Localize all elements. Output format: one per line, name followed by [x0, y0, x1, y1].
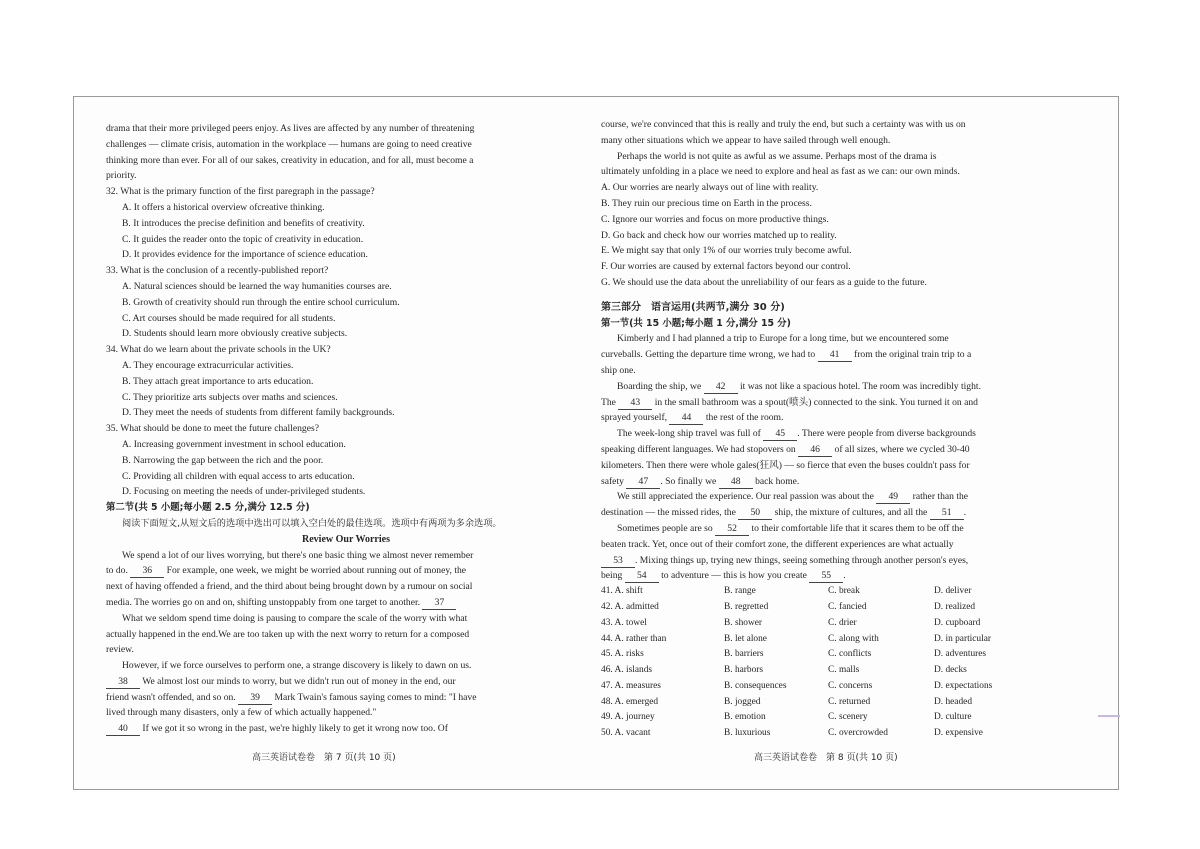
text-segment: ship, the mixture of cultures, and all the: [774, 507, 928, 519]
text-line: [601, 521, 1048, 537]
option: B. They ruin our precious time on Earth in the process.: [601, 197, 812, 209]
section-instructions: 阅读下面短文,从短文后的选项中选出可以填入空白处的最佳选项。选项中有两项为多余选项。: [122, 517, 502, 529]
choice: 45. A. risks: [601, 649, 644, 660]
text-segment: speaking different languages. We had stopovers on: [601, 443, 796, 455]
text-line: [601, 379, 1048, 395]
text-line: [601, 426, 1048, 442]
text-line: ultimately unfolding in a place we need to explore and heal as fast as we can: our own minds.: [601, 166, 960, 178]
choice: C. fancied: [828, 601, 867, 612]
text-line: lived through many disasters, only a few of which actually happened.": [106, 707, 377, 719]
blank-51: 51: [930, 507, 964, 520]
blank-46: 46: [798, 444, 832, 457]
text-segment: .: [963, 507, 967, 519]
text-segment: .: [843, 570, 846, 582]
text-segment: We still appreciated the experience. Our real passion was about the: [617, 491, 874, 503]
question-33: [106, 263, 586, 342]
choice: C. break: [828, 586, 860, 597]
option: C. It guides the reader onto the topic of creativity in education.: [122, 233, 364, 245]
text-line: [106, 690, 586, 706]
choice: D. decks: [934, 665, 967, 676]
blank-45: 45: [763, 428, 797, 441]
option: B. Narrowing the gap between the rich and the poor.: [122, 454, 324, 466]
option: D. Go back and check how our worries matched up to reality.: [601, 229, 837, 241]
choice: 42. A. admitted: [601, 601, 659, 612]
option: B. Growth of creativity should run through the entire school curriculum.: [122, 296, 400, 308]
choice: 44. A. rather than: [601, 633, 667, 644]
blank-38: 38: [106, 676, 140, 689]
question-stem: 32. What is the primary function of the first paregraph in the passage?: [106, 186, 375, 198]
blank-40: 40: [106, 723, 140, 736]
option: E. We might say that only 1% of our worries truly become awful.: [601, 245, 852, 257]
question-stem: 35. What should be done to meet the future challenges?: [106, 423, 319, 435]
text-line: challenges — climate crisis, automation in the workplace — humans are going to need creative: [106, 138, 472, 150]
text-segment: to adventure — this is how you create: [661, 570, 807, 582]
option: A. Natural sciences should be learned the way humanities courses are.: [122, 280, 392, 292]
text-segment: back home.: [755, 475, 800, 487]
choice: C. drier: [828, 617, 857, 628]
text-line: Perhaps the world is not quite as awful as we assume. Perhaps most of the drama is: [617, 150, 937, 162]
section-heading: 第二节(共 5 小题;每小题 2.5 分,满分 12.5 分): [106, 502, 310, 514]
option: A. Increasing government investment in school education.: [122, 438, 346, 450]
choice: D. expensive: [934, 728, 983, 739]
text-line: beaten track. Yet, once out of their comfort zone, the different experiences are what actually: [601, 538, 954, 550]
choice: C. malls: [828, 665, 860, 676]
blank-50: 50: [738, 507, 772, 520]
text-line: thinking more than ever. For all of our sakes, creativity in education, and for all, must become a: [106, 154, 474, 166]
blank-53: 53: [601, 555, 635, 568]
choice: B. barriers: [724, 649, 764, 660]
part3-heading: 第三部分 语言运用(共两节,满分 30 分): [601, 301, 785, 313]
blank-37: 37: [422, 597, 456, 610]
text-line: kilometers. Then there were whole gales(狂风) — so fierce that even the buses couldn't pass for: [601, 459, 970, 471]
blank-55: 55: [809, 570, 843, 583]
choice: C. concerns: [828, 680, 873, 691]
text-segment: If we got it so wrong in the past, we're highly likely to get it wrong now too. Of: [142, 723, 448, 735]
text-line: priority.: [106, 170, 137, 182]
text-line: [601, 410, 1048, 426]
exam-sheet: [73, 96, 1119, 790]
text-segment: in the small bathroom was a spout(喷头) connected to the sink. You turned it on and: [654, 396, 978, 408]
passage-title: Review Our Worries: [302, 533, 390, 545]
text-line: [106, 674, 586, 690]
option: C. Art courses should be made required for all students.: [122, 312, 336, 324]
text-segment: . There were people from diverse backgrounds: [797, 428, 976, 440]
blank-49: 49: [876, 491, 910, 504]
choice: D. headed: [934, 696, 973, 707]
cloze-choices: [601, 584, 1048, 742]
option: A. It offers a historical overview ofcreative thinking.: [122, 201, 325, 213]
option: D. Focusing on meeting the needs of under-privileged students.: [122, 486, 366, 498]
blank-44: 44: [669, 412, 703, 425]
choice: B. jogged: [724, 696, 761, 707]
choice: 43. A. towel: [601, 617, 647, 628]
choice: 48. A. emerged: [601, 696, 659, 707]
option: G. We should use the data about the unreliability of our fears as a guide to the future.: [601, 276, 927, 288]
choice: D. culture: [934, 712, 972, 723]
text-segment: destination — the missed rides, the: [601, 507, 736, 519]
choice: C. returned: [828, 696, 871, 707]
question-stem: 34. What do we learn about the private schools in the UK?: [106, 344, 331, 356]
choice: C. overcrowded: [828, 728, 888, 739]
option: A. Our worries are nearly always out of line with reality.: [601, 182, 819, 194]
page-footer-right: 高三英语试卷卷 第 8 页(共 10 页): [754, 753, 898, 763]
right-page: [601, 117, 1048, 742]
option: D. Students should learn more obviously creative subjects.: [122, 328, 348, 340]
text-segment: For example, one week, we might be worried about running out of money, the: [166, 565, 467, 577]
text-segment: curveballs. Getting the departure time wrong, we had to: [601, 349, 816, 361]
option: B. They attach great importance to arts education.: [122, 375, 314, 387]
text-line: [106, 595, 586, 611]
text-segment: the rest of the room.: [705, 412, 784, 424]
text-segment: We almost lost our minds to worry, but we didn't run out of money in the end, our: [142, 675, 456, 687]
text-segment: The week-long ship travel was full of: [617, 428, 761, 440]
part3-subheading: 第一节(共 15 小题;每小题 1 分,满分 15 分): [601, 317, 791, 329]
option: D. It provides evidence for the importance of science education.: [122, 249, 368, 261]
choice: 49. A. journey: [601, 712, 655, 723]
text-line: What we seldom spend time doing is pausing to compare the scale of the worry with what: [122, 612, 468, 624]
choice: B. emotion: [724, 712, 766, 723]
text-line: However, if we force ourselves to perform one, a strange discovery is likely to dawn on us.: [122, 660, 472, 672]
text-segment: to their comfortable life that it scares them to be off the: [751, 522, 964, 534]
text-segment: media. The worries go on and on, shifting unstoppably from one target to another.: [106, 596, 421, 608]
text-line: [601, 489, 1048, 505]
choice: D. in particular: [934, 633, 992, 644]
choice: B. luxurious: [724, 728, 771, 739]
text-line: [601, 568, 1048, 584]
text-segment: being: [601, 570, 623, 582]
option: C. Ignore our worries and focus on more productive things.: [601, 213, 829, 225]
question-stem: 33. What is the conclusion of a recently-published report?: [106, 265, 329, 277]
text-line: Kimberly and I had planned a trip to Europe for a long time, but we encountered some: [617, 333, 949, 345]
text-segment: Boarding the ship, we: [617, 380, 702, 392]
text-line: [106, 721, 586, 737]
text-segment: it was not like a spacious hotel. The room was incredibly tight.: [740, 380, 981, 392]
text-segment: friend wasn't offended, and so on.: [106, 691, 236, 703]
option: D. They meet the needs of students from different family backgrounds.: [122, 407, 395, 419]
choice: C. along with: [828, 633, 879, 644]
text-line: drama that their more privileged peers enjoy. As lives are affected by any number of threatening: [106, 123, 475, 134]
text-line: ship one.: [601, 364, 636, 376]
choice: 41. A. shift: [601, 586, 643, 597]
option: C. Providing all children with equal access to arts education.: [122, 470, 355, 482]
choice: 50. A. vacant: [601, 728, 651, 739]
choice: D. cupboard: [934, 617, 981, 628]
choice: C. scenery: [828, 712, 868, 723]
choice: B. harbors: [724, 665, 764, 676]
text-line: many other situations which we appear to have sailed through well enough.: [601, 134, 891, 146]
choice: B. range: [724, 586, 756, 597]
choice: C. conflicts: [828, 649, 872, 660]
blank-43: 43: [618, 397, 652, 410]
text-line: [601, 553, 1048, 569]
text-segment: . So finally we: [660, 475, 717, 487]
blank-41: 41: [818, 349, 852, 362]
choice: 47. A. measures: [601, 680, 661, 691]
text-line: [601, 442, 1048, 458]
text-segment: rather than the: [912, 491, 969, 503]
blank-39: 39: [238, 692, 272, 705]
text-line: [601, 395, 1048, 411]
text-line: [601, 505, 1048, 521]
choice: B. let alone: [724, 633, 767, 644]
question-35: [106, 421, 586, 500]
text-line: [601, 347, 1048, 363]
text-segment: of all sizes, where we cycled 30-40: [834, 443, 970, 455]
text-segment: safety: [601, 475, 624, 487]
text-line: course, we're convinced that this is really and truly the end, but such a certainty was with us on: [601, 119, 966, 130]
text-segment: from the original train trip to a: [854, 349, 972, 361]
choice: D. deliver: [934, 586, 972, 597]
text-line: actually happened in the end.We are too taken up with the next worry to return for a composed: [106, 628, 470, 640]
blank-48: 48: [719, 476, 753, 489]
text-line: review.: [106, 644, 134, 656]
page-footer-left: 高三英语试卷卷 第 7 页(共 10 页): [252, 753, 396, 763]
text-segment: The: [601, 396, 616, 408]
blank-42: 42: [704, 381, 738, 394]
choice: D. expectations: [934, 680, 993, 691]
text-line: [106, 563, 586, 579]
text-line: [601, 474, 1048, 490]
blank-36: 36: [130, 565, 164, 578]
text-segment: to do.: [106, 565, 128, 577]
question-34: [106, 342, 586, 421]
option: A. They encourage extracurricular activities.: [122, 359, 294, 371]
text-segment: Mark Twain's famous saying comes to mind: "I have: [274, 691, 477, 703]
choice: D. adventures: [934, 649, 987, 660]
text-line: We spend a lot of our lives worrying, but there's one basic thing we almost never remember: [122, 549, 474, 561]
left-page: [106, 121, 586, 737]
blank-52: 52: [715, 523, 749, 536]
para1: [106, 121, 586, 184]
text-segment: . Mixing things up, trying new things, seeing something through another person's eyes,: [635, 554, 969, 566]
margin-mark: [1098, 715, 1120, 717]
blank-54: 54: [625, 570, 659, 583]
option: B. It introduces the precise definition and benefits of creativity.: [122, 217, 365, 229]
choice: D. realized: [934, 601, 976, 612]
text-segment: sprayed yourself,: [601, 412, 668, 424]
option: F. Our worries are caused by external factors beyond our control.: [601, 261, 851, 273]
seven-choice-options: [601, 180, 1048, 291]
text-segment: Sometimes people are so: [617, 522, 713, 534]
text-line: next of having offended a friend, and the third about being brought down by a rumour on social: [106, 581, 473, 593]
question-32: [106, 184, 586, 263]
option: C. They prioritize arts subjects over maths and sciences.: [122, 391, 338, 403]
choice: 46. A. islands: [601, 665, 653, 676]
blank-47: 47: [626, 476, 660, 489]
choice: B. consequences: [724, 680, 787, 691]
choice: B. shower: [724, 617, 763, 628]
choice: B. regretted: [724, 601, 769, 612]
